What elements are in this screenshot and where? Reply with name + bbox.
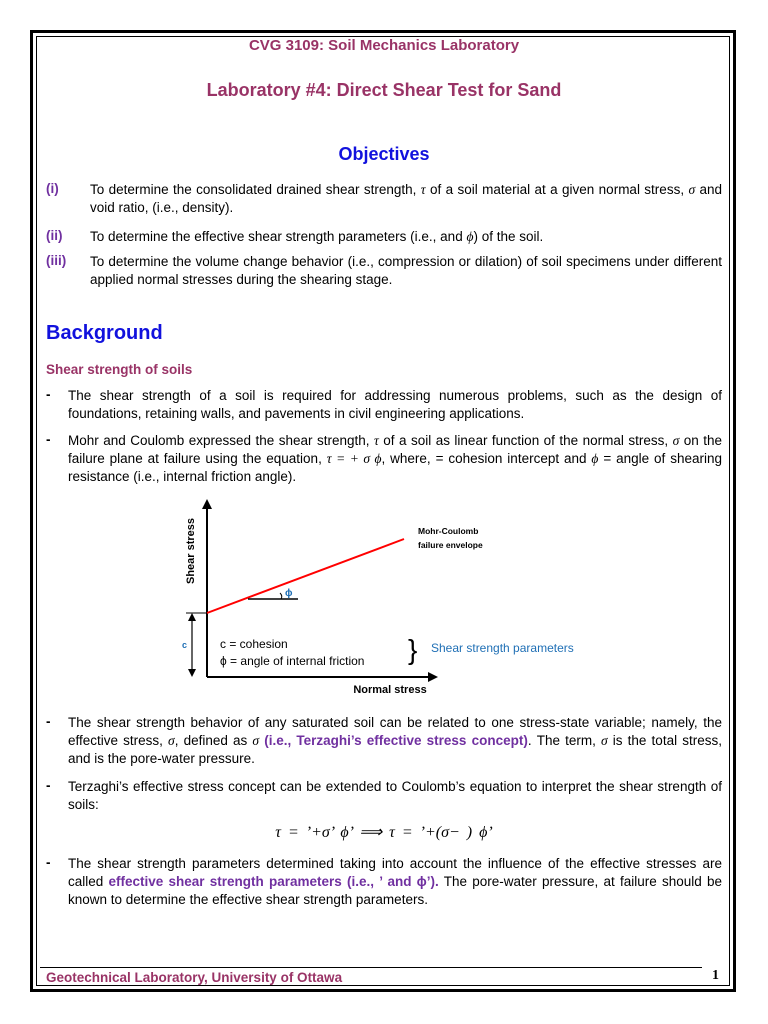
envelope-label-line-1: Mohr-Coulomb [418, 526, 479, 536]
objective-number: (ii) [46, 228, 63, 243]
bullet-text: The shear strength parameters determined taking into account the influence of the effective stresses are called effective shear strength parameters (i.e., ’ and ϕ’). The pore-water pressure, at failure should be known to determine the effective shear strength parameters. [68, 856, 723, 907]
x-axis-label: Normal stress [353, 684, 427, 696]
cohesion-arrow-top [188, 613, 196, 621]
phi-symbol: ϕ [285, 588, 293, 599]
objective-number: (i) [46, 181, 59, 196]
bullet-dash: - [46, 714, 51, 729]
bullet-dash: - [46, 778, 51, 793]
footer-rule [40, 967, 702, 968]
objective-text: To determine the effective shear strength parameters (i.e., and ϕ) of the soil. [90, 229, 544, 244]
envelope-label-line-2: failure envelope [418, 540, 483, 550]
subheading-shear-strength: Shear strength of soils [46, 362, 193, 377]
y-axis-arrow [202, 499, 212, 509]
objective-text: To determine the consolidated drained shear strength, τ of a soil material at a given normal stress, σ and void ratio, (i.e., density). [90, 182, 723, 215]
objectives-heading: Objectives [338, 144, 430, 164]
bullet-text: Terzaghi’s effective stress concept can be extended to Coulomb’s equation to interpret the shear strength of soils: [68, 779, 722, 812]
legend-cohesion: c = cohesion [220, 637, 288, 651]
cohesion-arrow-bottom [188, 669, 196, 677]
shear-strength-equation: τ = ’+σ’ ϕ’ ⟹ τ = ’+(σ− ) ϕ’ [275, 824, 493, 841]
mohr-coulomb-figure [170, 495, 610, 705]
bullet-dash: - [46, 387, 51, 402]
bullet-text: The shear strength of a soil is required for addressing numerous problems, such as the design of foundations, retaining walls, and pavements in civil engineering applications. [68, 388, 722, 421]
bullet-dash: - [46, 432, 51, 447]
page-number: 1 [712, 968, 719, 983]
objective-text: To determine the volume change behavior (i.e., compression or dilation) of soil specimens under different applied normal stresses during the shearing stage. [90, 254, 722, 287]
brace: } [408, 634, 418, 665]
course-title: CVG 3109: Soil Mechanics Laboratory [248, 37, 520, 54]
x-axis-arrow [428, 672, 438, 682]
objective-number: (iii) [46, 253, 67, 268]
bullet-text: The shear strength behavior of any saturated soil can be related to one stress-state variable; namely, the effective stress, σ, defined as σ (i.e., Terzaghi’s effective stress concept). The term, σ is the total stress, and is the pore-water pressure. [68, 715, 722, 766]
background-heading: Background [46, 322, 163, 344]
failure-envelope-line [207, 539, 404, 613]
bullet-text: Mohr and Coulomb expressed the shear strength, τ of a soil as linear function of the normal stress, σ on the failure plane at failure using the equation, τ = + σ ϕ, where, = cohesion intercept and ϕ = angle of shearing resistance (i.e., internal friction angle). [68, 433, 722, 484]
c-symbol: c [182, 640, 188, 650]
shear-strength-parameters-label: Shear strength parameters [431, 641, 574, 655]
y-axis-label: Shear stress [185, 517, 197, 585]
lab-title: Laboratory #4: Direct Shear Test for Sand [206, 80, 562, 100]
bullet-dash: - [46, 855, 51, 870]
legend-friction-angle: ϕ = angle of internal friction [220, 654, 365, 668]
footer-text: Geotechnical Laboratory, University of Ottawa [46, 970, 343, 985]
phi-angle-arc [280, 593, 282, 599]
